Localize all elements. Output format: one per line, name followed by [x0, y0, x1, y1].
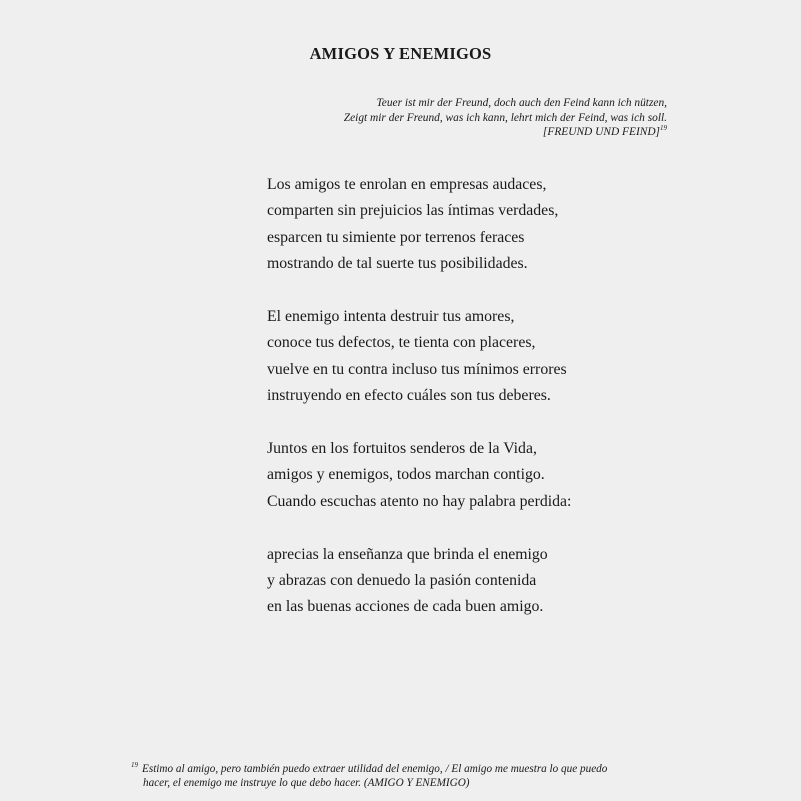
stanza-3: [267, 436, 571, 515]
verse-line: aprecias la enseñanza que brinda el enemigo: [267, 545, 548, 563]
stanza-2: [267, 304, 571, 410]
epigraph-source: [344, 125, 667, 140]
verse-line: comparten sin prejuicios las íntimas verdades,: [267, 202, 559, 220]
verse-line: y abrazas con denuedo la pasión contenida: [267, 572, 537, 590]
verse-line: instruyendo en efecto cuáles son tus deberes.: [267, 387, 551, 405]
stanza-1: [267, 172, 571, 278]
verse-line: vuelve en tu contra incluso tus mínimos errores: [267, 360, 567, 378]
footnote-text-line1: Estimo al amigo, pero también puedo extraer utilidad del enemigo, / El amigo me muestra lo que puedo: [142, 763, 608, 775]
poem-title: AMIGOS Y ENEMIGOS: [309, 44, 492, 63]
epigraph: [344, 96, 667, 140]
epigraph-source-text: [FREUND UND FEIND]: [542, 126, 660, 139]
verse-line: conoce tus defectos, te tienta con placeres,: [267, 334, 536, 352]
footnote-number: 19: [131, 761, 138, 769]
epigraph-line: Zeigt mir der Freund, was ich kann, lehrt mich der Feind, was ich soll.: [343, 111, 667, 124]
verse-line: en las buenas acciones de cada buen amigo.: [267, 598, 544, 616]
verse-line: Juntos en los fortuitos senderos de la Vida,: [267, 440, 537, 458]
verse-line: amigos y enemigos, todos marchan contigo.: [267, 466, 545, 484]
stanza-4: [267, 542, 571, 621]
footnote-reference[interactable]: 19: [660, 124, 667, 133]
verse-line: esparcen tu simiente por terrenos feraces: [267, 228, 525, 246]
verse-line: Los amigos te enrolan en empresas audaces,: [267, 176, 547, 193]
poem-body: [267, 172, 571, 621]
verse-line: mostrando de tal suerte tus posibilidades.: [267, 255, 528, 273]
epigraph-line: Teuer ist mir der Freund, doch auch den Feind kann ich nützen,: [376, 97, 667, 109]
verse-line: Cuando escuchas atento no hay palabra perdida:: [267, 492, 572, 510]
footnote: [131, 762, 671, 790]
footnote-text-line2: hacer, el enemigo me instruye lo que debo hacer. (AMIGO Y ENEMIGO): [143, 777, 470, 789]
verse-line: El enemigo intenta destruir tus amores,: [267, 308, 515, 326]
